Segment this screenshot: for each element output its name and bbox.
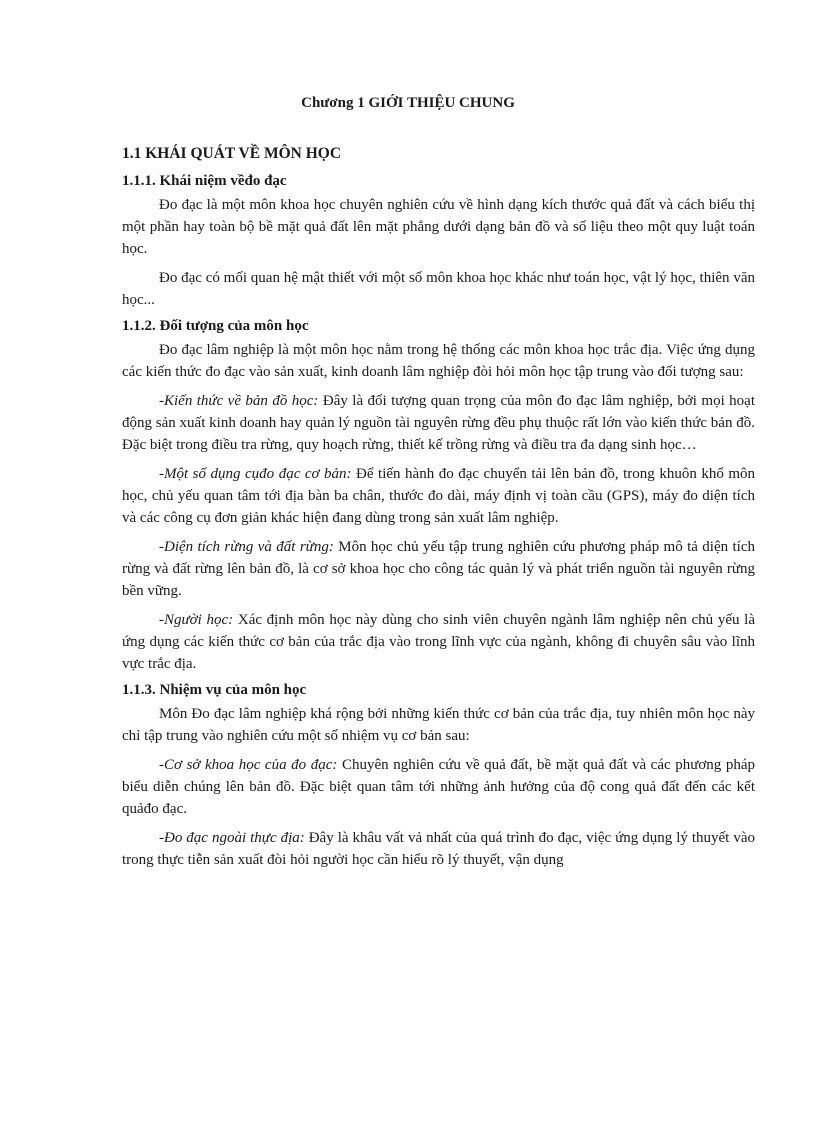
item-lead: -Một số dụng cụđo đạc cơ bản: bbox=[159, 466, 352, 482]
list-item bbox=[122, 827, 755, 871]
list-item bbox=[122, 463, 755, 529]
section-heading-1-1: 1.1 KHÁI QUÁT VỀ MÔN HỌC bbox=[122, 145, 342, 162]
paragraph: Đo đạc lâm nghiệp là một môn học nằm trong hệ thống các môn khoa học trắc địa. Việc ứng dụng các kiến thức đo đạc vào sản xuất, kinh doanh lâm nghiệp đòi hỏi môn học tập trung vào đối tượng sau: bbox=[122, 342, 755, 380]
subsection-heading-1-1-3: 1.1.3. Nhiệm vụ của môn học bbox=[122, 682, 307, 698]
item-lead: -Kiến thức về bản đồ học: bbox=[159, 393, 319, 409]
subsection-heading-1-1-1: 1.1.1. Khái niệm vềđo đạc bbox=[122, 173, 287, 189]
item-text: Môn học chủ yếu tập trung nghiên cứu phương pháp mô tả diện tích rừng và đất rừng lên bản đồ, là cơ sở khoa học cho công tác quản lý và phát triển nguồn tài nguyên rừng bền vững. bbox=[122, 539, 755, 599]
paragraph: Đo đạc có mối quan hệ mật thiết với một số môn khoa học khác như toán học, vật lý học, thiên văn học... bbox=[122, 270, 755, 308]
paragraph: Đo đạc là một môn khoa học chuyên nghiên cứu về hình dạng kích thước quả đất và cách biểu thị một phần hay toàn bộ bề mặt quả đất lên mặt phẳng dưới dạng bản đồ và số liệu theo một quy luật toán học. bbox=[122, 197, 755, 257]
item-text: Đây là đối tượng quan trọng của môn đo đạc lâm nghiệp, bởi mọi hoạt động sản xuất kinh doanh hay quản lý nguồn tài nguyên rừng đều phụ thuộc rất lớn vào kiến thức bản đồ. Đặc biệt trong điều tra rừng, quy hoạch rừng, thiết kế trồng rừng và điều tra đa dạng sinh học… bbox=[122, 393, 755, 453]
list-item bbox=[122, 754, 755, 820]
item-text: Chuyên nghiên cứu về quả đất, bề mặt quả đất và các phương pháp biểu diễn chúng lên bản đồ. Đặc biệt quan tâm tới những ảnh hưởng của độ cong quả đất đến các kết quảđo đạc. bbox=[122, 757, 755, 817]
list-item bbox=[122, 536, 755, 602]
item-text: Đây là khâu vất vả nhất của quá trình đo đạc, việc ứng dụng lý thuyết vào trong thực tiễn sản xuất đòi hỏi người học cần hiểu rõ lý thuyết, vận dụng bbox=[122, 830, 755, 868]
list-item bbox=[122, 390, 755, 456]
paragraph: Môn Đo đạc lâm nghiệp khá rộng bởi những kiến thức cơ bản của trắc địa, tuy nhiên môn học này chỉ tập trung vào nghiên cứu một số nhiệm vụ cơ bản sau: bbox=[122, 706, 755, 744]
item-lead: -Người học: bbox=[159, 612, 234, 628]
subsection-heading-1-1-2: 1.1.2. Đối tượng của môn học bbox=[122, 318, 309, 334]
item-lead: -Đo đạc ngoài thực địa: bbox=[159, 830, 305, 846]
item-text: Để tiến hành đo đạc chuyển tải lên bản đồ, trong khuôn khổ môn học, chủ yếu quan tâm tới địa bàn ba chân, thước đo dài, máy định vị toàn cầu (GPS), máy đo diện tích và các công cụ đơn giản khác hiện đang dùng trong sản xuất lâm nghiệp. bbox=[122, 466, 756, 526]
list-item bbox=[122, 609, 755, 675]
item-text: Xác định môn học này dùng cho sinh viên chuyên ngành lâm nghiệp nên chủ yếu là ứng dụng các kiến thức cơ bản của trắc địa vào trong lĩnh vực của ngành, không đi chuyên sâu vào lĩnh vực trắc địa. bbox=[122, 612, 755, 672]
chapter-title: Chương 1 GIỚI THIỆU CHUNG bbox=[301, 95, 515, 111]
document-body bbox=[122, 142, 755, 878]
item-lead: -Cơ sở khoa học của đo đạc: bbox=[159, 757, 338, 773]
item-lead: -Diện tích rừng và đất rừng: bbox=[159, 539, 334, 555]
